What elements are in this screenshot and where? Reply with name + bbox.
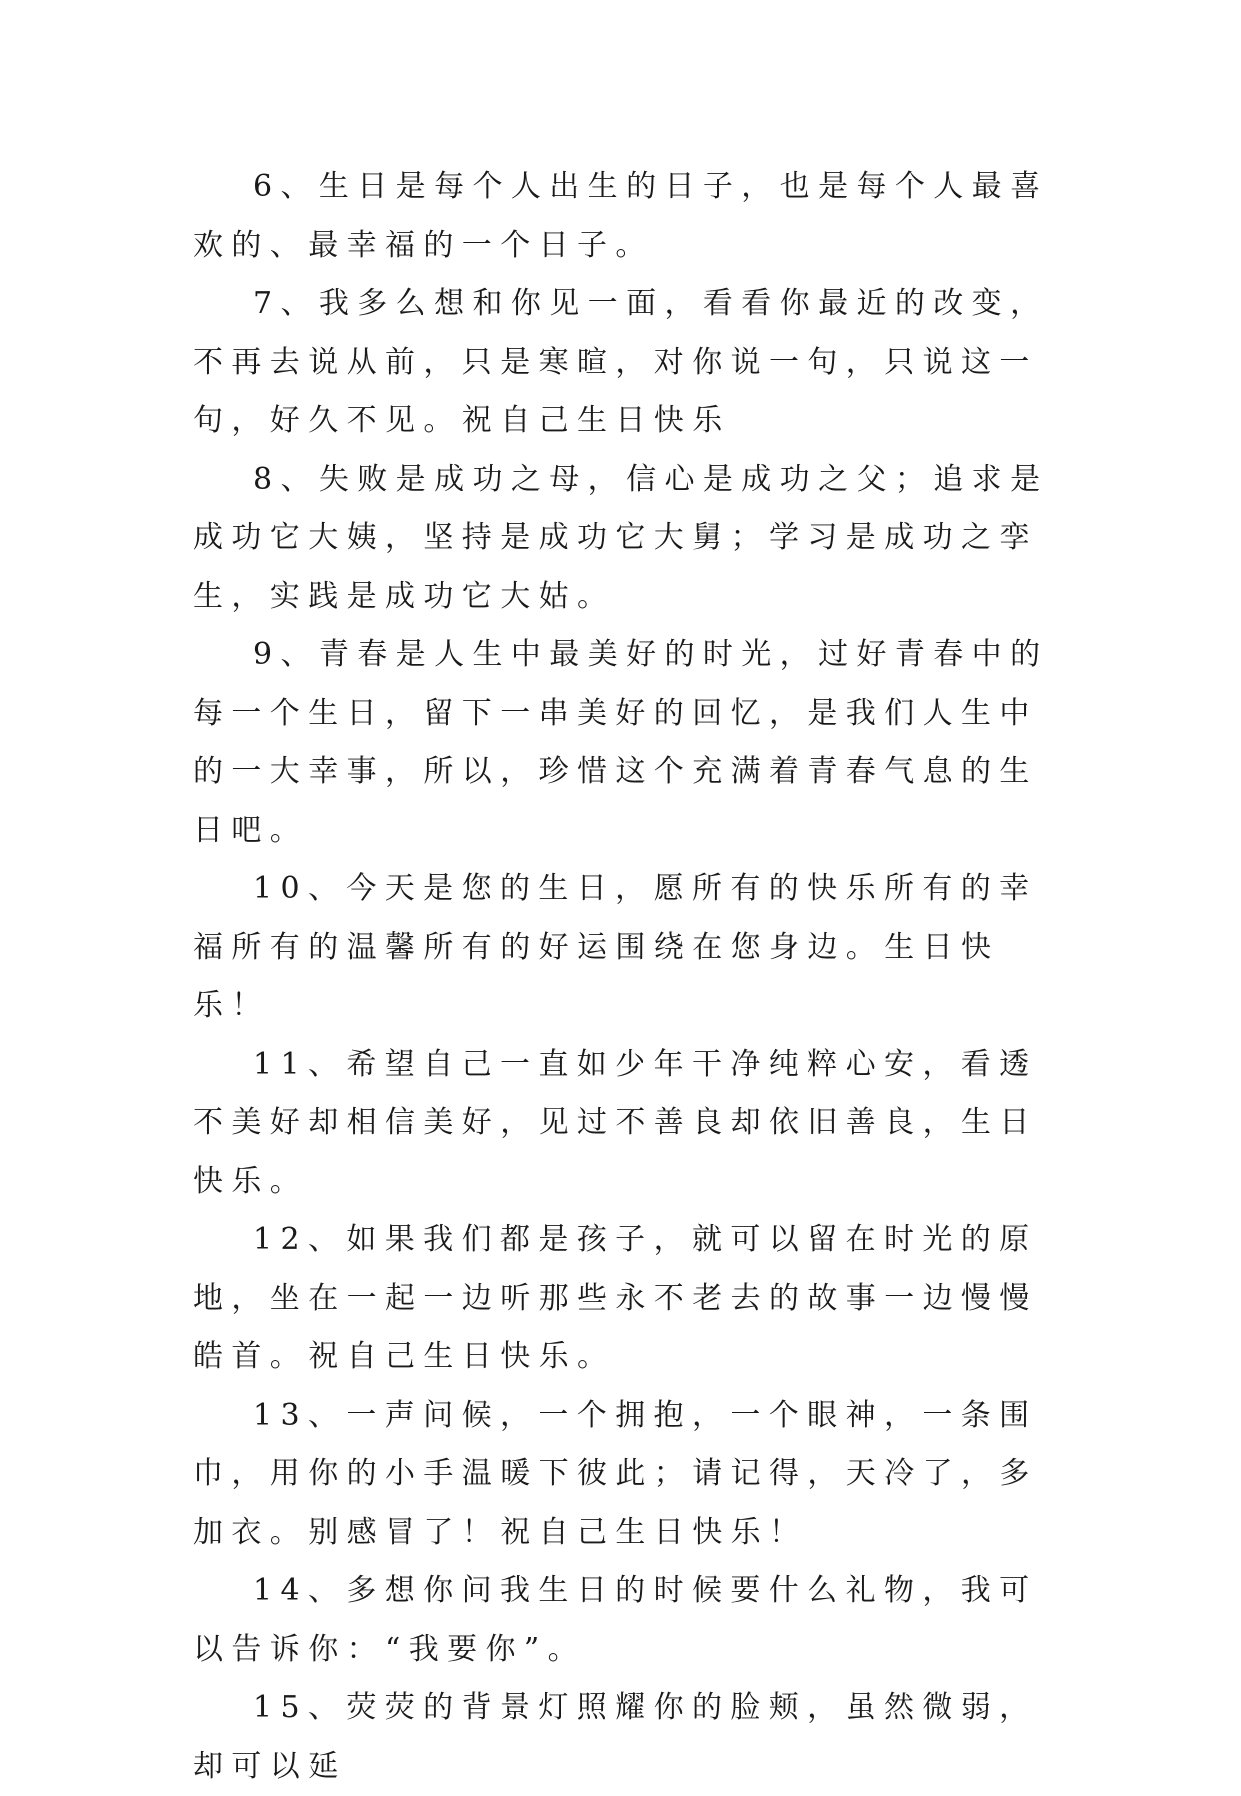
paragraph-12: 12、如果我们都是孩子，就可以留在时光的原地，坐在一起一边听那些永不老去的故事一边慢慢皓首。祝自己生日快乐。 <box>193 1222 1038 1374</box>
paragraph-14: 14、多想你问我生日的时候要什么礼物，我可以告诉你：“我要你”。 <box>193 1573 1038 1667</box>
document-body <box>193 158 1068 1796</box>
paragraph-13: 13、一声问候，一个拥抱，一个眼神，一条围巾，用你的小手温暖下彼此；请记得，天冷了，多加衣。别感冒了！祝自己生日快乐！ <box>193 1397 1038 1550</box>
paragraph-11: 11、希望自己一直如少年干净纯粹心安，看透不美好却相信美好，见过不善良却依旧善良，生日快乐。 <box>193 1046 1038 1199</box>
paragraph-10: 10、今天是您的生日，愿所有的快乐所有的幸福所有的温馨所有的好运围绕在您身边。生日快乐！ <box>193 871 1038 1023</box>
paragraph-8: 8、失败是成功之母，信心是成功之父；追求是成功它大姨，坚持是成功它大舅；学习是成功之孪生，实践是成功它大姑。 <box>193 461 1049 614</box>
paragraph-7: 7、我多么想和你见一面，看看你最近的改变，不再去说从前，只是寒暄，对你说一句，只说这一句，好久不见。祝自己生日快乐 <box>193 286 1049 438</box>
paragraph-15: 15、荧荧的背景灯照耀你的脸颊，虽然微弱，却可以延 <box>193 1690 1038 1784</box>
paragraph-6: 6、生日是每个人出生的日子，也是每个人最喜欢的、最幸福的一个日子。 <box>193 169 1049 263</box>
paragraph-9: 9、青春是人生中最美好的时光，过好青春中的每一个生日，留下一串美好的回忆，是我们人生中的一大幸事，所以，珍惜这个充满着青春气息的生日吧。 <box>193 637 1049 848</box>
